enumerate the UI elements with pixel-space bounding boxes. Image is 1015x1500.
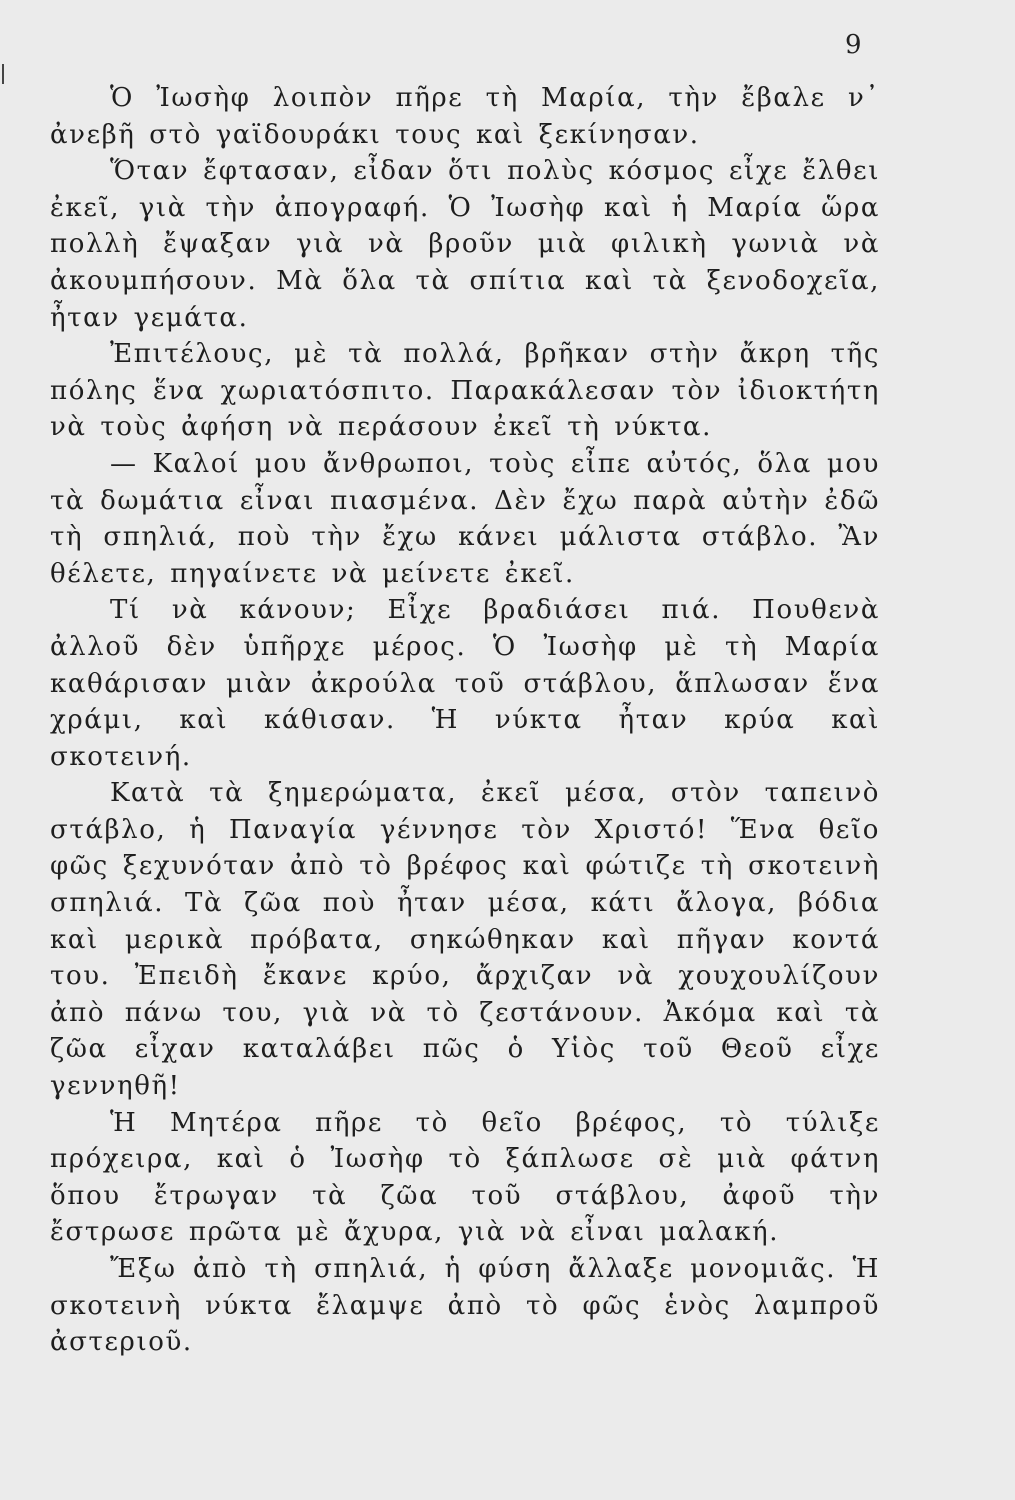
- body-text: [50, 80, 880, 1361]
- paragraph: Ἐπιτέλους, μὲ τὰ πολλά, βρῆκαν στὴν ἄκρη τῆς πόλης ἕνα χωριατόσπιτο. Παρακάλεσαν τὸν ἰδιοκτήτη νὰ τοὺς ἀφήση νὰ περάσουν ἐκεῖ τὴ νύκτα.: [50, 339, 880, 443]
- paragraph: Ἔξω ἀπὸ τὴ σπηλιά, ἡ φύση ἄλλαξε μονομιᾶς. Ἡ σκοτεινὴ νύκτα ἔλαμψε ἀπὸ τὸ φῶς ἑνὸς λαμπροῦ ἀστεριοῦ.: [50, 1254, 880, 1358]
- paragraph: Ἡ Μητέρα πῆρε τὸ θεῖο βρέφος, τὸ τύλιξε πρόχειρα, καὶ ὁ Ἰωσὴφ τὸ ξάπλωσε σὲ μιὰ φάτνη ὅπου ἔτρωγαν τὰ ζῶα τοῦ στάβλου, ἀφοῦ τὴν ἔστρωσε πρῶτα μὲ ἄχυρα, γιὰ νὰ εἶναι μαλακή.: [50, 1107, 880, 1248]
- paragraph: Ὅταν ἔφτασαν, εἶδαν ὅτι πολὺς κόσμος εἶχε ἔλθει ἐκεῖ, γιὰ τὴν ἀπογραφή. Ὁ Ἰωσὴφ καὶ ἡ Μαρία ὥρα πολλὴ ἔψαξαν γιὰ νὰ βροῦν μιὰ φιλικὴ γωνιὰ νὰ ἀκουμπήσουν. Μὰ ὅλα τὰ σπίτια καὶ τὰ ξενοδοχεῖα, ἦταν γεμάτα.: [50, 156, 880, 333]
- paragraph: Κατὰ τὰ ξημερώματα, ἐκεῖ μέσα, στὸν ταπεινὸ στάβλο, ἡ Παναγία γέννησε τὸν Χριστό! Ἕνα θεῖο φῶς ξεχυνόταν ἀπὸ τὸ βρέφος καὶ φώτιζε τὴ σκοτεινὴ σπηλιά. Τὰ ζῶα ποὺ ἦταν μέσα, κάτι ἄλογα, βόδια καὶ μερικὰ πρόβατα, σηκώθηκαν καὶ πῆγαν κοντά του. Ἐπειδὴ ἔκανε κρύο, ἄρχιζαν νὰ χουχουλίζουν ἀπὸ πάνω του, γιὰ νὰ τὸ ζεστάνουν. Ἀκόμα καὶ τὰ ζῶα εἶχαν καταλάβει πῶς ὁ Υἱὸς τοῦ Θεοῦ εἶχε γεννηθῆ!: [50, 778, 880, 1102]
- page-number: 9: [845, 30, 862, 60]
- paragraph: Ὁ Ἰωσὴφ λοιπὸν πῆρε τὴ Μαρία, τὴν ἔβαλε ν᾿ ἀνεβῆ στὸ γαϊδουράκι τους καὶ ξεκίνησαν.: [50, 83, 880, 150]
- paragraph: — Καλοί μου ἄνθρωποι, τοὺς εἶπε αὐτός, ὅλα μου τὰ δωμάτια εἶναι πιασμένα. Δὲν ἔχω παρὰ αὐτὴν ἐδῶ τὴ σπηλιά, ποὺ τὴν ἔχω κάνει μάλιστα στάβλο. Ἂν θέλετε, πηγαίνετε νὰ μείνετε ἐκεῖ.: [50, 448, 880, 589]
- margin-mark: [2, 64, 4, 84]
- paragraph: Τί νὰ κάνουν; Εἶχε βραδιάσει πιά. Πουθενὰ ἀλλοῦ δὲν ὑπῆρχε μέρος. Ὁ Ἰωσὴφ μὲ τὴ Μαρία καθάρισαν μιὰν ἀκρούλα τοῦ στάβλου, ἅπλωσαν ἕνα χράμι, καὶ κάθισαν. Ἡ νύκτα ἦταν κρύα καὶ σκοτεινή.: [50, 595, 880, 772]
